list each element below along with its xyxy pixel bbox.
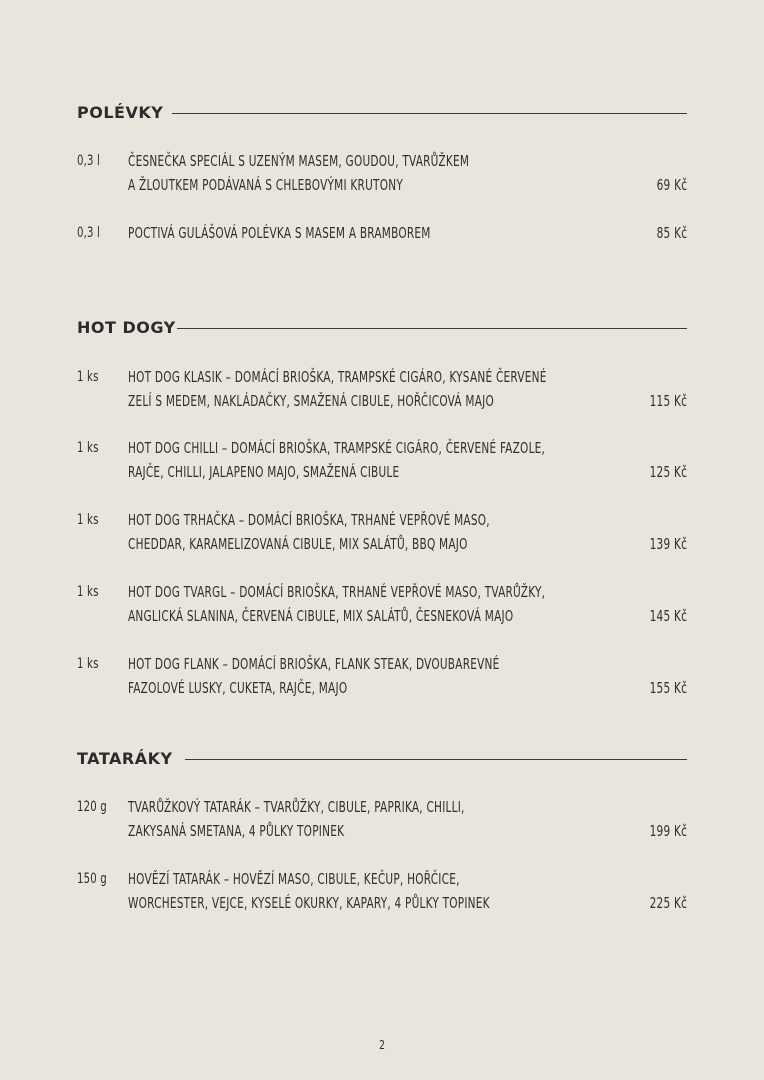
item-price: 69 Kč: [656, 176, 687, 194]
item-price: 225 Kč: [649, 894, 687, 912]
item-description-line: TVARŮŽKOVÝ TATARÁK – TVARŮŽKY, CIBULE, PAPRIKA, CHILLI,: [128, 798, 465, 816]
item-description-line: ČESNEČKA SPECIÁL S UZENÝM MASEM, GOUDOU, TVARŮŽKEM: [128, 152, 470, 170]
item-price: 115 Kč: [649, 392, 687, 410]
item-description-line: RAJČE, CHILLI, JALAPENO MAJO, SMAŽENÁ CIBULE: [128, 463, 400, 481]
item-quantity: 1 ks: [77, 369, 99, 385]
item-price: 125 Kč: [649, 463, 687, 481]
item-quantity: 1 ks: [77, 512, 99, 528]
section-hot-dogy: [77, 318, 687, 338]
item-description-line: HOVĚZÍ TATARÁK – HOVĚZÍ MASO, CIBULE, KEČUP, HOŘČICE,: [128, 870, 460, 888]
item-description: [128, 508, 490, 556]
section-title: POLÉVKY: [77, 103, 164, 122]
item-description: [128, 795, 465, 843]
item-description: [128, 580, 545, 628]
item-quantity: 1 ks: [77, 440, 99, 456]
item-price: 85 Kč: [656, 224, 687, 242]
item-description: [128, 149, 469, 197]
item-description-line: FAZOLOVÉ LUSKY, CUKETA, RAJČE, MAJO: [128, 679, 348, 697]
section-header: [77, 103, 687, 123]
item-price: 145 Kč: [649, 607, 687, 625]
section-header: [77, 749, 687, 769]
item-description-line: ANGLICKÁ SLANINA, ČERVENÁ CIBULE, MIX SALÁTŮ, ČESNEKOVÁ MAJO: [128, 607, 514, 625]
item-quantity: 1 ks: [77, 584, 99, 600]
item-description-line: A ŽLOUTKEM PODÁVANÁ S CHLEBOVÝMI KRUTONY: [128, 176, 403, 194]
section-divider: [172, 113, 687, 114]
item-description-line: CHEDDAR, KARAMELIZOVANÁ CIBULE, MIX SALÁTŮ, BBQ MAJO: [128, 535, 468, 553]
section-divider: [177, 328, 687, 329]
item-description: [128, 221, 431, 245]
item-price: 155 Kč: [649, 679, 687, 697]
item-quantity: 0,3 l: [77, 153, 101, 169]
item-description-line: HOT DOG KLASIK – DOMÁCÍ BRIOŠKA, TRAMPSKÉ CIGÁRO, KYSANÉ ČERVENÉ: [128, 368, 547, 386]
section-title: TATARÁKY: [77, 749, 173, 768]
item-description: [128, 867, 490, 915]
item-description: [128, 652, 500, 700]
item-price: 139 Kč: [649, 535, 687, 553]
item-description-line: HOT DOG CHILLI – DOMÁCÍ BRIOŠKA, TRAMPSKÉ CIGÁRO, ČERVENÉ FAZOLE,: [128, 439, 546, 457]
page-number: 2: [379, 1038, 385, 1052]
item-quantity: 150 g: [77, 871, 107, 887]
item-description-line: HOT DOG TVARGL – DOMÁCÍ BRIOŠKA, TRHANÉ VEPŘOVÉ MASO, TVARŮŽKY,: [128, 583, 546, 601]
item-description-line: WORCHESTER, VEJCE, KYSELÉ OKURKY, KAPARY, 4 PŮLKY TOPINEK: [128, 894, 490, 912]
item-quantity: 0,3 l: [77, 225, 101, 241]
item-description-line: POCTIVÁ GULÁŠOVÁ POLÉVKA S MASEM A BRAMBOREM: [128, 224, 431, 242]
section-divider: [185, 759, 687, 760]
section-polevky: [77, 103, 687, 123]
section-header: [77, 318, 687, 338]
item-quantity: 120 g: [77, 799, 107, 815]
item-quantity: 1 ks: [77, 656, 99, 672]
section-tataraky: [77, 749, 687, 769]
section-title: HOT DOGY: [77, 318, 176, 337]
item-description: [128, 436, 545, 484]
item-description-line: ZELÍ S MEDEM, NAKLÁDAČKY, SMAŽENÁ CIBULE, HOŘČICOVÁ MAJO: [128, 392, 494, 410]
item-description-line: HOT DOG FLANK – DOMÁCÍ BRIOŠKA, FLANK STEAK, DVOUBAREVNÉ: [128, 655, 500, 673]
item-price: 199 Kč: [649, 822, 687, 840]
item-description: [128, 365, 547, 413]
item-description-line: HOT DOG TRHAČKA – DOMÁCÍ BRIOŠKA, TRHANÉ VEPŘOVÉ MASO,: [128, 511, 490, 529]
item-description-line: ZAKYSANÁ SMETANA, 4 PŮLKY TOPINEK: [128, 822, 345, 840]
